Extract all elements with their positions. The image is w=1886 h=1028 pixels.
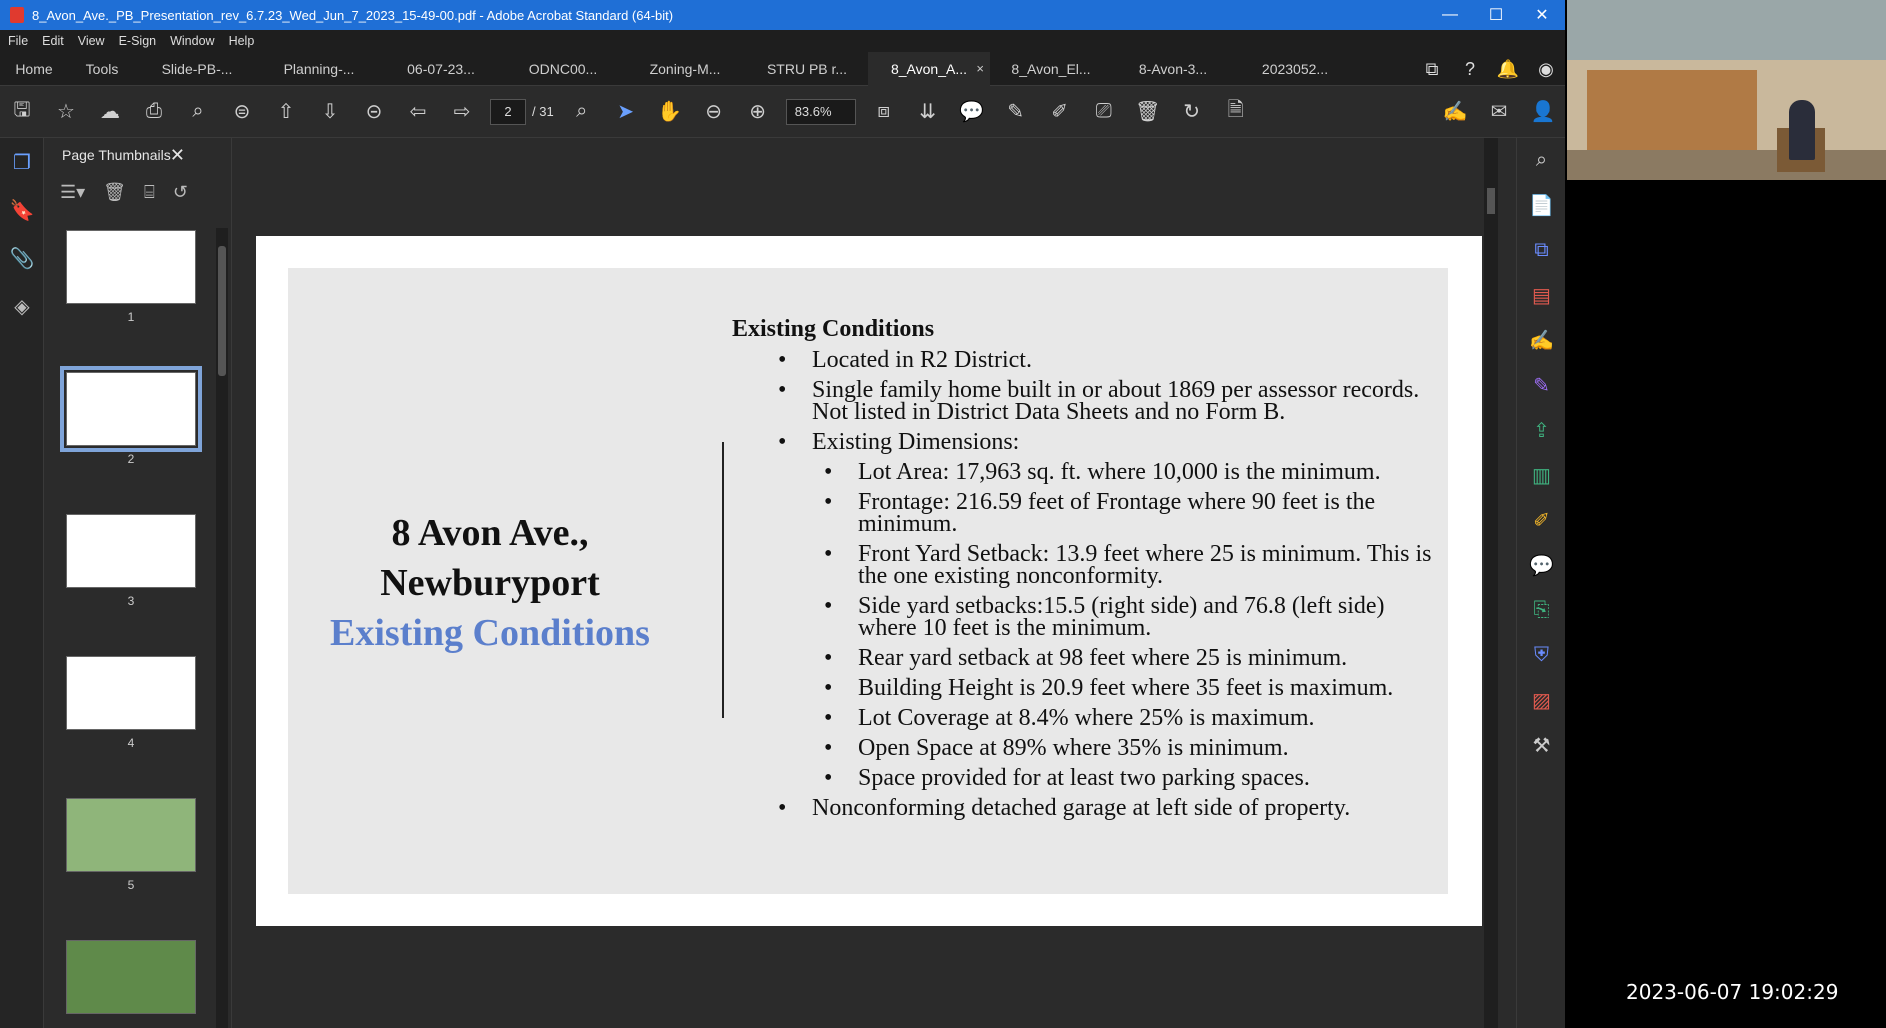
video-timestamp: 2023-06-07 19:02:29 (1626, 980, 1839, 1004)
sub-bullet-item: • Lot Area: 17,963 sq. ft. where 10,000 is the minimum. (732, 461, 1442, 483)
doc-tab-label: 8_Avon_El... (1011, 60, 1091, 77)
upload-cloud-icon[interactable]: ☁ (100, 101, 120, 123)
page-thumbnail-4[interactable] (66, 656, 196, 730)
menu-view[interactable]: View (77, 34, 105, 48)
page-thumbnail-6[interactable] (66, 940, 196, 1014)
thumbnail-list (44, 230, 214, 1028)
sub-bullet-item: • Front Yard Setback: 13.9 feet where 25 is minimum. This is the one existing nonconformity. (732, 543, 1442, 587)
help-icon[interactable]: ? (1464, 58, 1475, 79)
thumbnails-header (44, 138, 231, 172)
sub-bullet-item: • Space provided for at least two parking spaces. (732, 767, 1442, 789)
main-toolbar (0, 86, 1565, 138)
layers-icon[interactable]: ◈ (14, 295, 30, 318)
thumbnail-label: 3 (127, 594, 135, 608)
print-icon[interactable]: ⎙ (146, 100, 162, 122)
document-scrollbar[interactable] (1484, 138, 1498, 1028)
more-tools-icon[interactable]: ⚒ (1532, 735, 1551, 757)
doc-tab-label: ODNC00... (528, 60, 598, 77)
stamp-icon[interactable]: ⎚ (1095, 100, 1112, 122)
page-thumbnail-2[interactable] (66, 372, 196, 446)
video-feed (1567, 0, 1886, 180)
doc-tab[interactable] (990, 52, 1112, 86)
find-icon[interactable]: ⌕ (192, 100, 204, 122)
menu-window[interactable]: Window (170, 34, 215, 48)
thumbnail-label: 5 (127, 878, 135, 892)
sub-bullet-item: • Lot Coverage at 8.4% where 25% is maximum. (732, 707, 1442, 729)
hand-tool-icon[interactable]: ✋ (657, 101, 683, 123)
slide-left-title (288, 508, 692, 658)
menu-esign[interactable]: E-Sign (118, 34, 157, 48)
doc-tab-label: STRU PB r... (766, 60, 848, 77)
compress-pdf-icon[interactable]: ▥ (1532, 465, 1551, 487)
document-tab-bar (0, 52, 1565, 86)
page-thumbnail-3[interactable] (66, 514, 196, 588)
doc-tab-label: Zoning-M... (649, 60, 721, 77)
page-thumbnail-1[interactable] (66, 230, 196, 304)
search-zoom-icon[interactable]: ⌕ (1535, 149, 1548, 171)
next-page-icon[interactable]: ⇩ (321, 101, 339, 123)
text-recognize-icon[interactable]: 🗎 (1227, 98, 1244, 121)
rotate-page-icon[interactable]: ↺ (172, 181, 188, 202)
right-tools-rail (1516, 138, 1565, 1028)
left-nav-rail (0, 138, 44, 1028)
page-thumbnails-panel (44, 138, 232, 1028)
page-number-input[interactable]: 2 (490, 99, 526, 125)
sub-bullet-item: • Side yard setbacks:15.5 (right side) and 76.8 (left side) where 10 feet is the minimum. (732, 595, 1442, 639)
bullet-item: • Nonconforming detached garage at left side of property. (732, 797, 1442, 819)
tools-tab[interactable]: Tools (85, 60, 119, 77)
back-icon[interactable]: ⇦ (409, 101, 427, 123)
bullet-item: • Located in R2 District. (732, 349, 1442, 371)
protect-icon[interactable]: ⛨ (1534, 644, 1549, 666)
doc-tab[interactable] (380, 52, 502, 86)
document-viewer (232, 138, 1490, 1028)
comment-icon[interactable]: 💬 (959, 101, 985, 123)
pdf-page (256, 236, 1482, 926)
video-wall (1567, 0, 1886, 60)
insert-page-icon[interactable]: ⌸ (144, 181, 155, 202)
organize-pages-icon[interactable]: ▤ (1532, 285, 1551, 307)
close-panel-icon[interactable]: ✕ (169, 144, 185, 165)
zoom-in-icon[interactable]: ⊕ (749, 101, 767, 123)
doc-tab-label: Slide-PB-... (161, 60, 233, 77)
thumbnail-label: 2 (127, 452, 135, 466)
highlight-icon[interactable]: ✎ (1007, 101, 1025, 123)
video-speaker (1789, 100, 1815, 160)
doc-tab-active[interactable] (868, 52, 990, 86)
delete-page-icon[interactable]: 🗑 (103, 181, 127, 202)
zoom-level-select[interactable]: 83.6% (786, 99, 856, 125)
bookmark-star-icon[interactable]: ☆ (57, 101, 75, 123)
page-navigator (490, 99, 554, 125)
home-tab[interactable]: Home (15, 60, 53, 77)
bullet-item: • Single family home built in or about 1869 per assessor records. Not listed in District Data Sheets and no Form B. (732, 379, 1442, 423)
doc-tab-label: 2023052... (1261, 60, 1329, 77)
fit-page-icon[interactable]: ⧈ (877, 100, 891, 122)
doc-tab-label: 8-Avon-3... (1138, 60, 1208, 77)
marquee-zoom-icon[interactable]: ⌕ (576, 100, 588, 122)
redact-icon[interactable]: ▨ (1532, 690, 1551, 712)
page-total: / 31 (532, 104, 554, 119)
previous-page-icon[interactable]: ⇧ (277, 101, 295, 123)
tabbar-right-icons (1413, 52, 1565, 86)
menu-edit[interactable]: Edit (42, 34, 64, 48)
zoom-out-icon[interactable]: ⊖ (705, 101, 723, 123)
slide-content (288, 268, 1448, 894)
email-icon[interactable]: ✉ (1490, 101, 1508, 123)
scrollbar-thumb[interactable] (1487, 188, 1495, 214)
thumbnail-scrollbar[interactable] (216, 228, 228, 1028)
doc-tab[interactable] (136, 52, 258, 86)
doc-tab[interactable] (258, 52, 380, 86)
slide-heading: Existing Conditions (732, 316, 935, 342)
doc-tab[interactable] (624, 52, 746, 86)
profile-avatar-icon[interactable]: ◉ (1538, 58, 1554, 79)
select-tool-icon[interactable]: ➤ (617, 101, 635, 123)
create-pdf-icon[interactable]: 📄 (1529, 195, 1554, 217)
page-thumbnail-5[interactable] (66, 798, 196, 872)
bullet-item: • Existing Dimensions: (732, 431, 1442, 453)
scroll-mode-icon[interactable]: ⊜ (233, 101, 251, 123)
doc-tab-label: 8_Avon_A... (890, 60, 968, 77)
export-pdf-icon[interactable]: ⇪ (1533, 420, 1550, 442)
close-tab-icon[interactable]: × (976, 61, 984, 76)
doc-tab-label: Planning-... (283, 60, 355, 77)
doc-tab[interactable] (1234, 52, 1356, 86)
doc-tab[interactable] (1112, 52, 1234, 86)
bookmarks-icon[interactable]: 🔖 (9, 199, 35, 222)
attachments-icon[interactable]: 📎 (9, 247, 35, 270)
sub-bullet-item: • Frontage: 216.59 feet of Frontage where 90 feet is the minimum. (732, 491, 1442, 535)
sub-bullet-item: • Rear yard setback at 98 feet where 25 is minimum. (732, 647, 1442, 669)
notification-bell-icon[interactable]: 🔔 (1496, 58, 1520, 79)
thumbnail-label: 1 (127, 310, 135, 324)
address-line-2: Newburyport (380, 562, 600, 604)
forward-icon[interactable]: ⇨ (453, 101, 471, 123)
edit-pdf-icon[interactable]: ✐ (1533, 510, 1550, 532)
slide-body (732, 316, 1442, 827)
scrolling-icon[interactable]: ⇊ (919, 101, 937, 123)
rotate-icon[interactable]: ↻ (1183, 101, 1201, 123)
share-user-icon[interactable]: 👤 (1530, 101, 1556, 123)
save-icon[interactable]: 🖫 (13, 98, 31, 121)
slide-subtitle: Existing Conditions (330, 612, 650, 654)
menu-file[interactable]: File (8, 34, 29, 48)
thumbnails-title: Page Thumbnails (62, 147, 171, 163)
share-screen-icon[interactable]: ⧉ (1425, 58, 1439, 79)
doc-tab[interactable] (746, 52, 868, 86)
options-menu-icon[interactable]: ☰▾ (60, 181, 86, 202)
draw-icon[interactable]: ✐ (1051, 101, 1069, 123)
minimize-button[interactable]: — (1442, 6, 1458, 23)
address-line-1: 8 Avon Ave., (391, 512, 589, 554)
sign-icon[interactable]: ✍ (1442, 101, 1468, 123)
thumbnail-label: 4 (127, 736, 135, 750)
close-window-button[interactable]: ✕ (1535, 7, 1549, 24)
maximize-button[interactable]: ☐ (1488, 7, 1504, 24)
comment-tool-icon[interactable]: 💬 (1529, 555, 1554, 577)
window-title: 8_Avon_Ave._PB_Presentation_rev_6.7.23_Wed_Jun_7_2023_15-49-00.pdf - Adobe Acrobat Standard (64-bit) (32, 7, 674, 23)
title-bar (0, 0, 1565, 30)
doc-tab[interactable] (502, 52, 624, 86)
acrobat-pdf-icon (10, 7, 24, 23)
combine-files-icon[interactable]: ⧉ (1534, 239, 1549, 261)
menu-bar (0, 30, 1565, 52)
vertical-divider (722, 442, 724, 718)
thumbnail-tools (44, 172, 231, 212)
sub-bullet-item: • Open Space at 89% where 35% is minimum. (732, 737, 1442, 759)
page-thumbnails-icon[interactable]: ❐ (13, 151, 31, 174)
fill-sign-icon[interactable]: ✎ (1533, 375, 1550, 397)
sub-bullet-item: • Building Height is 20.9 feet where 35 feet is maximum. (732, 677, 1442, 699)
bullet-list (732, 349, 1442, 819)
delete-icon[interactable]: 🗑 (1134, 101, 1161, 123)
menu-help[interactable]: Help (228, 34, 255, 48)
scrollbar-thumb[interactable] (218, 246, 226, 376)
doc-tab-label: 06-07-23... (407, 60, 475, 77)
video-cabinets (1587, 70, 1757, 160)
last-page-icon[interactable]: ⊝ (365, 101, 383, 123)
video-floor (1567, 150, 1886, 180)
scan-ocr-icon[interactable]: ⎘ (1533, 599, 1550, 621)
request-signature-icon[interactable]: ✍ (1529, 330, 1554, 352)
